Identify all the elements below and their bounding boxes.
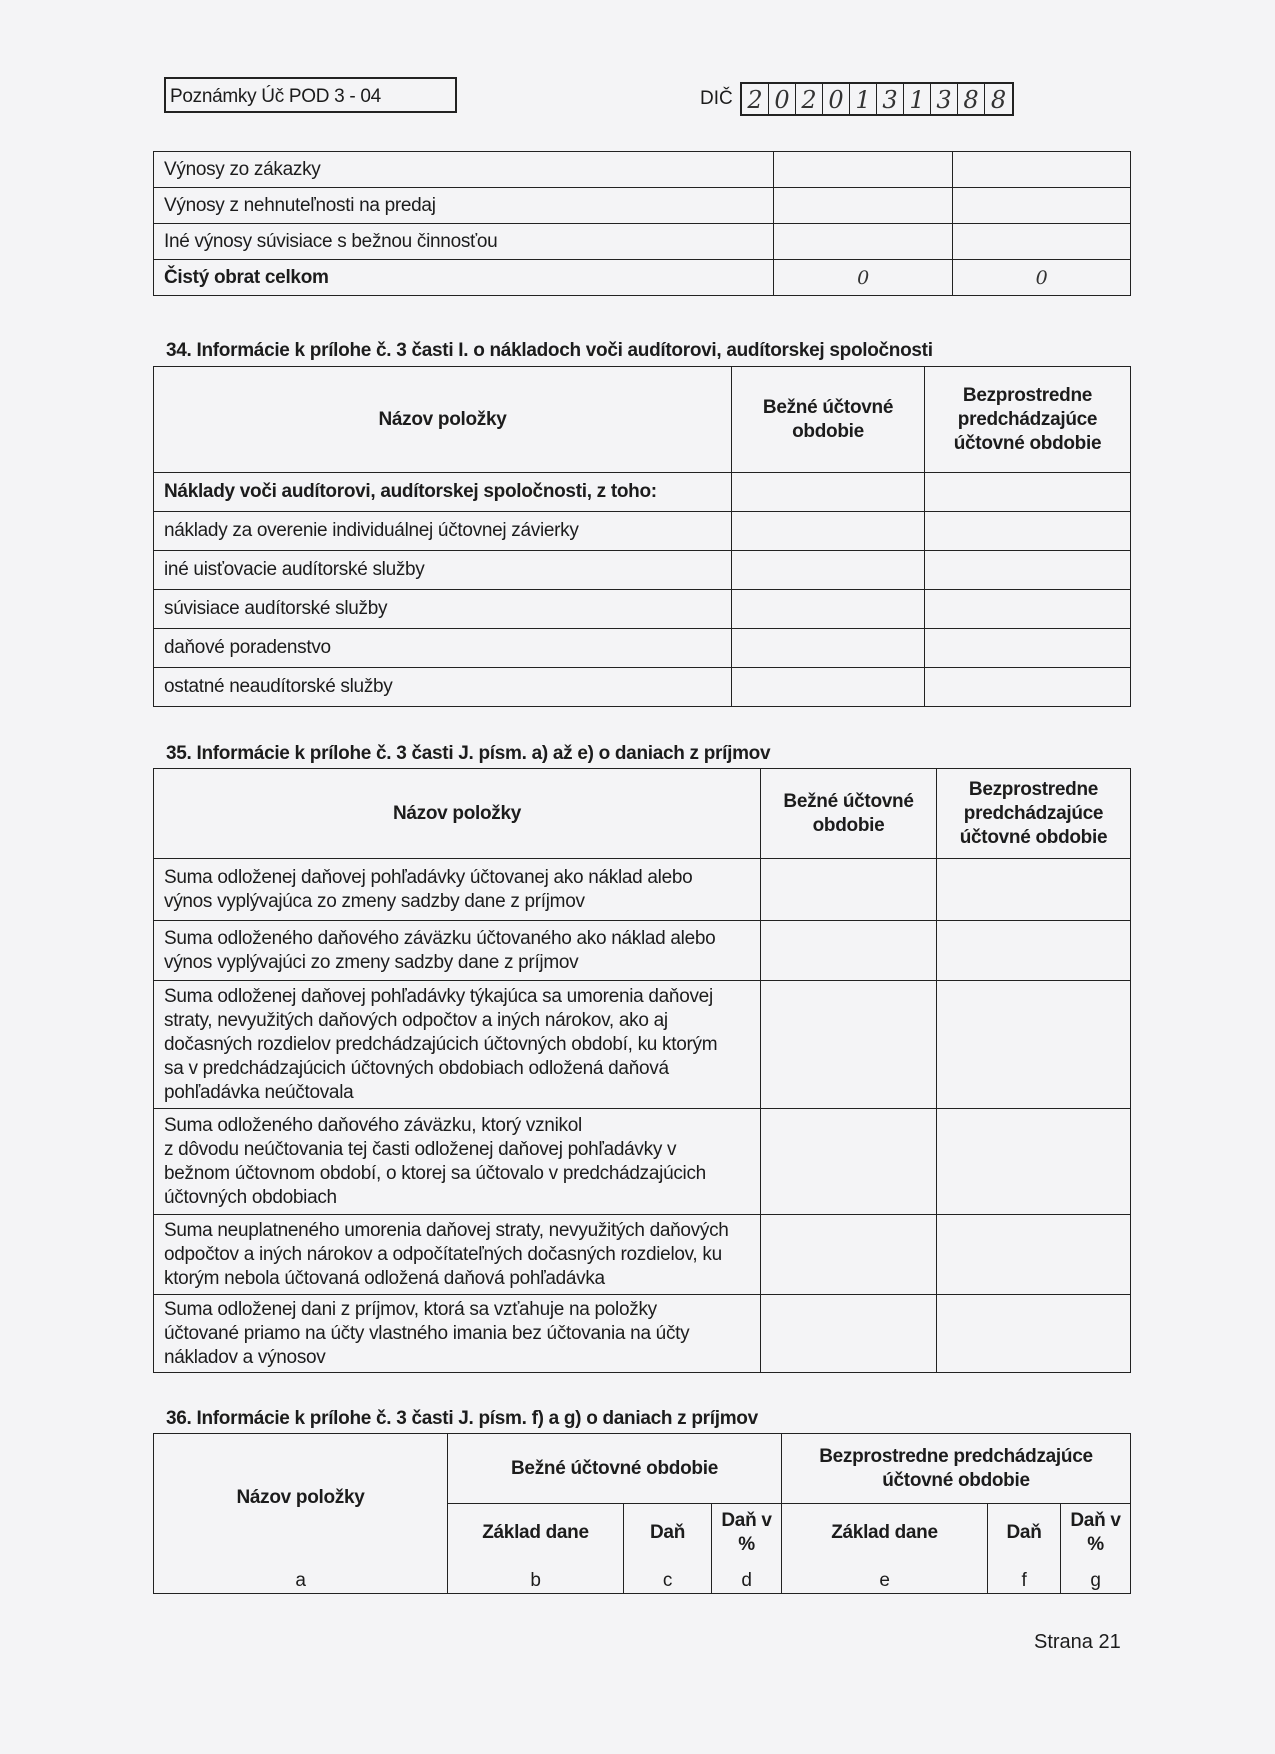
previous-value — [937, 981, 1131, 1109]
current-value — [761, 981, 937, 1109]
dic-digit: 3 — [931, 84, 958, 116]
col-current-header: Bežné účtovné obdobie — [732, 367, 925, 473]
row-label-line: pohľadávka neúčtovala — [164, 1081, 354, 1103]
row-label: daňové poradenstvo — [154, 629, 732, 668]
column-letter: a — [154, 1562, 448, 1594]
table-row — [154, 1109, 1131, 1215]
col-previous-header: Bezprostredne predchádzajúce účtovné obdobie — [937, 769, 1131, 859]
table-row — [154, 629, 1131, 668]
previous-value — [937, 921, 1131, 981]
auditor-costs-table — [153, 366, 1131, 707]
sub-pct-current: Daň v % — [712, 1504, 782, 1562]
dic-digit: 0 — [823, 84, 850, 116]
column-letter: d — [712, 1562, 782, 1594]
current-value: 0 — [774, 260, 953, 296]
col-name-header: Názov položky — [154, 769, 761, 859]
row-label-line: Suma odloženého daňového záväzku účtovaného ako náklad alebo — [164, 927, 716, 949]
current-value — [732, 551, 925, 590]
sub-pct-previous: Daň v % — [1061, 1504, 1131, 1562]
previous-value — [925, 473, 1131, 512]
row-label: Náklady voči audítorovi, audítorskej spoločnosti, z toho: — [154, 473, 732, 512]
row-label-line: bežnom účtovnom období, o ktorej sa účtovalo v predchádzajúcich — [164, 1162, 706, 1184]
current-value — [732, 668, 925, 707]
doc-label: Poznámky Úč POD 3 - 04 — [170, 86, 381, 107]
row-label-line: Suma odloženej daňovej pohľadávky týkajúca sa umorenia daňovej — [164, 985, 713, 1007]
previous-value — [937, 859, 1131, 921]
dic-digit: 2 — [742, 84, 769, 116]
tax-base-table — [153, 1433, 1131, 1594]
dic-label: DIČ — [700, 88, 733, 109]
table-row — [154, 551, 1131, 590]
previous-value — [925, 512, 1131, 551]
row-label-line: nákladov a výnosov — [164, 1346, 326, 1368]
table-row — [154, 668, 1131, 707]
dic-digit: 0 — [769, 84, 796, 116]
dic-digit: 3 — [877, 84, 904, 116]
previous-value — [953, 152, 1131, 188]
current-value — [761, 921, 937, 981]
previous-value — [937, 1295, 1131, 1373]
row-label-line: straty, nevyužitých daňových odpočtov a iných nárokov, ako aj — [164, 1009, 668, 1031]
table-row — [154, 473, 1131, 512]
col-name-header: Názov položky — [154, 1434, 448, 1562]
column-letter: b — [448, 1562, 624, 1594]
column-letter: c — [624, 1562, 712, 1594]
row-label-line: odpočtov a iných nárokov a odpočítateľných dočasných rozdielov, ku — [164, 1243, 722, 1265]
current-value — [732, 629, 925, 668]
dic-field — [740, 82, 1014, 116]
row-label-line: dočasných rozdielov predchádzajúcich účtovných období, ku ktorým — [164, 1033, 718, 1055]
sub-tax-previous: Daň — [988, 1504, 1061, 1562]
row-label — [154, 1295, 761, 1373]
table-row — [154, 859, 1131, 921]
row-label-line: výnos vyplývajúca zo zmeny sadzby dane z príjmov — [164, 890, 585, 912]
section-34-title: 34. Informácie k prílohe č. 3 časti I. o nákladoch voči audítorovi, audítorskej spoločnosti — [166, 340, 933, 361]
group-previous-header: Bezprostredne predchádzajúce účtovné obdobie — [782, 1434, 1131, 1504]
sub-base-current: Základ dane — [448, 1504, 624, 1562]
previous-value — [925, 668, 1131, 707]
dic-digit: 2 — [796, 84, 823, 116]
current-value — [774, 224, 953, 260]
row-label: náklady za overenie individuálnej účtovnej závierky — [154, 512, 732, 551]
row-label: Čistý obrat celkom — [154, 260, 774, 296]
dic-digit: 1 — [850, 84, 877, 116]
row-label — [154, 859, 761, 921]
table-row — [154, 512, 1131, 551]
row-label-line: z dôvodu neúčtovania tej časti odloženej daňovej pohľadávky v — [164, 1138, 677, 1160]
row-label-line: ktorým nebola účtovaná odložená daňová pohľadávka — [164, 1267, 605, 1289]
row-label — [154, 1215, 761, 1295]
page-number: Strana 21 — [1034, 1631, 1121, 1653]
column-letter: f — [988, 1562, 1061, 1594]
row-label-line: výnos vyplývajúci zo zmeny sadzby dane z príjmov — [164, 951, 579, 973]
current-value — [774, 188, 953, 224]
column-letter: e — [782, 1562, 988, 1594]
table-row — [154, 188, 1131, 224]
current-value — [761, 1109, 937, 1215]
current-value — [732, 590, 925, 629]
table-row — [154, 921, 1131, 981]
dic-digit: 8 — [990, 86, 1007, 114]
row-label-line: Suma neuplatneného umorenia daňovej straty, nevyužitých daňových — [164, 1219, 729, 1241]
row-label: ostatné neaudítorské služby — [154, 668, 732, 707]
table-row — [154, 1215, 1131, 1295]
sub-tax-current: Daň — [624, 1504, 712, 1562]
row-label — [154, 921, 761, 981]
row-label-line: Suma odloženej dani z príjmov, ktorá sa vzťahuje na položky — [164, 1298, 657, 1320]
current-value — [774, 152, 953, 188]
column-letter: g — [1061, 1562, 1131, 1594]
table-row — [154, 1295, 1131, 1373]
row-label — [154, 1109, 761, 1215]
current-value — [732, 473, 925, 512]
sub-base-previous: Základ dane — [782, 1504, 988, 1562]
row-label: Výnosy zo zákazky — [154, 152, 774, 188]
dic-digit: 8 — [958, 84, 985, 116]
previous-value — [937, 1109, 1131, 1215]
row-label: Iné výnosy súvisiace s bežnou činnosťou — [154, 224, 774, 260]
row-label: iné uisťovacie audítorské služby — [154, 551, 732, 590]
table-row — [154, 224, 1131, 260]
row-label-line: účtovných obdobiach — [164, 1186, 337, 1208]
row-label-line: účtované priamo na účty vlastného imania bez účtovania na účty — [164, 1322, 690, 1344]
row-label-line: Suma odloženej daňovej pohľadávky účtovanej ako náklad alebo — [164, 866, 693, 888]
current-value — [761, 1295, 937, 1373]
turnover-table — [153, 151, 1131, 296]
current-value — [761, 1215, 937, 1295]
col-current-header: Bežné účtovné obdobie — [761, 769, 937, 859]
current-value — [732, 512, 925, 551]
current-value — [761, 859, 937, 921]
group-current-header: Bežné účtovné obdobie — [448, 1434, 782, 1504]
table-row — [154, 152, 1131, 188]
previous-value — [925, 629, 1131, 668]
row-label-line: Suma odloženého daňového záväzku, ktorý vznikol — [164, 1114, 582, 1136]
row-label-line: sa v predchádzajúcich účtovných obdobiach odložená daňová — [164, 1057, 669, 1079]
previous-value — [953, 224, 1131, 260]
previous-value — [925, 590, 1131, 629]
table-row — [154, 981, 1131, 1109]
col-previous-header: Bezprostredne predchádzajúce účtovné obdobie — [925, 367, 1131, 473]
table-row — [154, 590, 1131, 629]
table-row — [154, 260, 1131, 296]
previous-value — [925, 551, 1131, 590]
section-36-title: 36. Informácie k prílohe č. 3 časti J. písm. f) a g) o daniach z príjmov — [166, 1408, 758, 1429]
previous-value — [937, 1215, 1131, 1295]
row-label — [154, 981, 761, 1109]
col-name-header: Názov položky — [154, 367, 732, 473]
income-tax-table — [153, 768, 1131, 1373]
section-35-title: 35. Informácie k prílohe č. 3 časti J. písm. a) až e) o daniach z príjmov — [166, 743, 771, 764]
row-label: súvisiace audítorské služby — [154, 590, 732, 629]
row-label: Výnosy z nehnuteľnosti na predaj — [154, 188, 774, 224]
dic-digit: 1 — [904, 84, 931, 116]
previous-value — [953, 188, 1131, 224]
previous-value: 0 — [953, 260, 1131, 296]
